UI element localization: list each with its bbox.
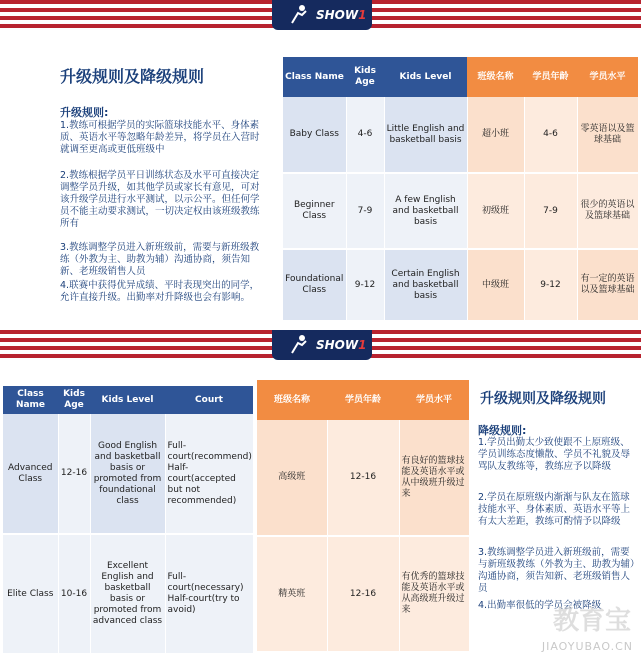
table-row bbox=[257, 536, 469, 652]
cell: Foundational Class bbox=[283, 249, 346, 321]
cell: 12-16 bbox=[327, 536, 399, 652]
cell: A few English and basketball basis bbox=[384, 173, 467, 249]
cell: 7-9 bbox=[524, 173, 577, 249]
rule-item: 2.教练根据学员平日训练状态及水平可直接决定调整学员升级，如其他学员或家长有意见，可对该升级学员进行水平测试，以示公平。但任何学员不能主动要求测试，一切决定权由该班级教练所有 bbox=[60, 170, 260, 229]
header-kids-age: Kids Age bbox=[346, 57, 384, 97]
slide-downgrade-rules bbox=[0, 330, 641, 655]
rule-item: 1.教练可根据学员的实际篮球技能水平、身体素质、英语水平等忽略年龄差异，将学员在入营时就调至更高或更低班级中 bbox=[60, 120, 260, 155]
cell: Certain English and basketball basis bbox=[384, 249, 467, 321]
table-row bbox=[3, 414, 253, 534]
cell: 9-12 bbox=[346, 249, 384, 321]
header-level-cn: 学员水平 bbox=[577, 57, 638, 97]
logo-text: SHOW1 bbox=[316, 8, 367, 22]
header-age-cn: 学员年龄 bbox=[524, 57, 577, 97]
rule-item: 4.出勤率很低的学员会被降级 bbox=[478, 600, 602, 611]
header-age-cn: 学员年龄 bbox=[327, 380, 399, 420]
cell: 有一定的英语以及篮球基础 bbox=[577, 249, 638, 321]
logo-text: SHOW1 bbox=[316, 338, 367, 352]
cell: 10-16 bbox=[58, 534, 90, 654]
cell: 中级班 bbox=[467, 249, 524, 321]
cell: Elite Class bbox=[3, 534, 58, 654]
basketball-player-icon bbox=[286, 333, 310, 357]
table-row bbox=[257, 420, 469, 536]
rule-item: 1.学员出勤太少致使跟不上原班级、学员训练态度懒散、学员不礼貌及辱骂队友教练等，教练应予以降级 bbox=[478, 437, 631, 472]
cell: 4-6 bbox=[524, 97, 577, 173]
logo-banner bbox=[272, 0, 372, 30]
cell: 超小班 bbox=[467, 97, 524, 173]
cell: 精英班 bbox=[257, 536, 327, 652]
cell: Baby Class bbox=[283, 97, 346, 173]
cell: Excellent English and basketball basis or promoted from advanced class bbox=[90, 534, 165, 654]
rule-item: 2.学员在原班级内渐渐与队友在篮球技能水平、身体素质、英语水平等上有太大差距，教练可酌情予以降级 bbox=[478, 492, 631, 527]
cell: 4-6 bbox=[346, 97, 384, 173]
class-table bbox=[283, 57, 639, 322]
rule-item: 3.教练调整学员进入新班级前，需要与新班级教练（外教为主、助教为辅）沟通协商，须告知新、老班级销售人员 bbox=[478, 547, 635, 594]
header-court: Court bbox=[165, 386, 253, 414]
basketball-player-icon bbox=[286, 3, 310, 27]
header-class-name: Class Name bbox=[283, 57, 346, 97]
table-row bbox=[283, 97, 638, 173]
cell: Good English and basketball basis or promoted from foundational class bbox=[90, 414, 165, 534]
watermark-text: JIAOYUBAO.CN bbox=[541, 640, 633, 653]
cell: 高级班 bbox=[257, 420, 327, 536]
page-title: 升级规则及降级规则 bbox=[480, 391, 606, 407]
cell: 很少的英语以及篮球基础 bbox=[577, 173, 638, 249]
table-row bbox=[283, 173, 638, 249]
header-class-name-cn: 班级名称 bbox=[467, 57, 524, 97]
rule-item: 3.教练调整学员进入新班级前，需要与新班级教练（外教为主、助教为辅）沟通协商，须告知新、老班级销售人员 bbox=[60, 242, 260, 277]
cell: Advanced Class bbox=[3, 414, 58, 534]
watermark-logo: 教育宝 bbox=[552, 606, 631, 636]
table-row bbox=[3, 534, 253, 654]
section-subtitle: 升级规则: bbox=[60, 106, 109, 119]
cell: Full-court(necessary) Half-court(try to avoid) bbox=[165, 534, 253, 654]
cell: 9-12 bbox=[524, 249, 577, 321]
class-table-cn bbox=[257, 380, 470, 653]
header-class-name-cn: 班级名称 bbox=[257, 380, 327, 420]
logo-banner bbox=[272, 330, 372, 360]
header-kids-level: Kids Level bbox=[384, 57, 467, 97]
page-title: 升级规则及降级规则 bbox=[60, 67, 205, 86]
header-kids-age: Kids Age bbox=[58, 386, 90, 414]
cell: 初级班 bbox=[467, 173, 524, 249]
section-subtitle: 降级规则: bbox=[478, 424, 527, 437]
header-level-cn: 学员水平 bbox=[399, 380, 469, 420]
cell: 12-16 bbox=[58, 414, 90, 534]
cell: 12-16 bbox=[327, 420, 399, 536]
cell: 零英语以及篮球基础 bbox=[577, 97, 638, 173]
cell: Full-court(recommend) Half-court(accepted but not recommended) bbox=[165, 414, 253, 534]
rule-item: 4.联赛中获得优异成绩、平时表现突出的同学，允许直接升级。出勤率对升降级也会有影响。 bbox=[60, 280, 260, 303]
cell: 有良好的篮球技能及英语水平或从中级班升级过来 bbox=[399, 420, 469, 536]
cell: 7-9 bbox=[346, 173, 384, 249]
cell: Little English and basketball basis bbox=[384, 97, 467, 173]
cell: Beginner Class bbox=[283, 173, 346, 249]
cell: 有优秀的篮球技能及英语水平或从高级班升级过来 bbox=[399, 536, 469, 652]
class-table-en bbox=[3, 386, 254, 655]
table-row bbox=[283, 249, 638, 321]
header-kids-level: Kids Level bbox=[90, 386, 165, 414]
header-class-name: Class Name bbox=[3, 386, 58, 414]
